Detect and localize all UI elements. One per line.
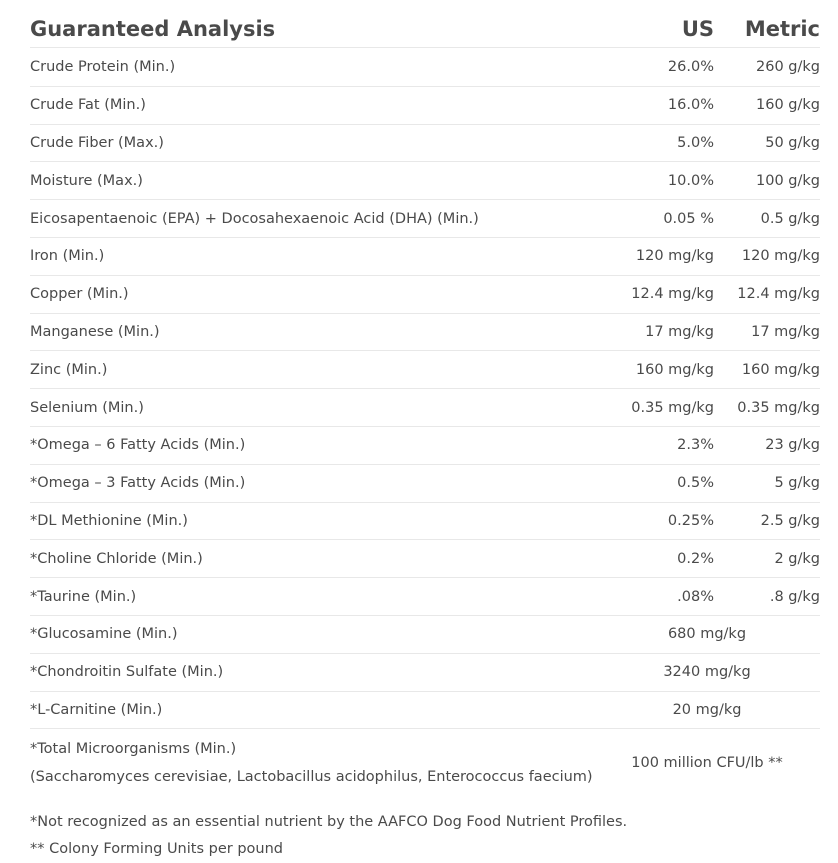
metric-column-header: Metric	[744, 16, 820, 41]
table-row	[30, 87, 820, 125]
table-title: Guaranteed Analysis	[30, 16, 276, 41]
us-value: 0.25%	[667, 512, 714, 529]
nutrient-name: Manganese (Min.)	[30, 323, 160, 340]
metric-value: 23 g/kg	[765, 437, 820, 454]
microorganisms-title: *Total Microorganisms (Min.)	[30, 741, 237, 758]
us-value: 16.0%	[667, 97, 714, 114]
nutrient-name: Crude Protein (Min.)	[30, 59, 176, 76]
us-value: 0.05 %	[663, 210, 714, 227]
metric-value: 160 g/kg	[756, 97, 820, 114]
table-row	[30, 351, 820, 389]
metric-value: .8 g/kg	[769, 588, 820, 605]
us-value: 160 mg/kg	[635, 361, 714, 378]
nutrient-name: *L-Carnitine (Min.)	[30, 701, 163, 718]
table-row	[30, 503, 820, 541]
metric-value: 260 g/kg	[756, 59, 820, 76]
us-value: 12.4 mg/kg	[631, 286, 714, 303]
us-value: .08%	[677, 588, 714, 605]
analysis-table	[30, 49, 820, 797]
footnotes	[30, 809, 627, 863]
microorganisms-strains: (Saccharomyces cerevisiae, Lactobacillus acidophilus, Enterococcus faecium)	[30, 769, 593, 786]
metric-value: 2 g/kg	[774, 550, 820, 567]
nutrient-name: *Taurine (Min.)	[30, 588, 137, 605]
table-row	[30, 654, 820, 692]
us-value: 0.2%	[677, 550, 714, 567]
nutrient-name: Moisture (Max.)	[30, 172, 143, 189]
nutrient-name: *Omega – 6 Fatty Acids (Min.)	[30, 437, 246, 454]
us-value: 17 mg/kg	[645, 323, 714, 340]
nutrient-name: *Chondroitin Sulfate (Min.)	[30, 664, 224, 681]
metric-value: 160 mg/kg	[741, 361, 820, 378]
table-row	[30, 540, 820, 578]
table-row	[30, 692, 820, 730]
table-row	[30, 616, 820, 654]
nutrient-name: *DL Methionine (Min.)	[30, 512, 188, 529]
metric-value: 2.5 g/kg	[760, 512, 820, 529]
table-header	[30, 10, 820, 48]
nutrient-name: *Omega – 3 Fatty Acids (Min.)	[30, 475, 246, 492]
us-value: 5.0%	[677, 134, 714, 151]
metric-value: 5 g/kg	[774, 475, 820, 492]
table-row	[30, 578, 820, 616]
nutrient-name: Zinc (Min.)	[30, 361, 108, 378]
us-value: 0.35 mg/kg	[631, 399, 714, 416]
table-row	[30, 389, 820, 427]
nutrient-name: *Choline Chloride (Min.)	[30, 550, 203, 567]
combined-value: 3240 mg/kg	[663, 664, 751, 681]
table-row	[30, 238, 820, 276]
table-row	[30, 276, 820, 314]
metric-value: 120 mg/kg	[741, 248, 820, 265]
metric-value: 50 g/kg	[765, 134, 820, 151]
table-row	[30, 162, 820, 200]
us-value: 10.0%	[667, 172, 714, 189]
nutrient-name: Selenium (Min.)	[30, 399, 144, 416]
footnote-aafco: *Not recognized as an essential nutrient by the AAFCO Dog Food Nutrient Profiles.	[30, 814, 628, 830]
us-value: 0.5%	[677, 475, 714, 492]
table-row	[30, 49, 820, 87]
nutrient-name: Crude Fat (Min.)	[30, 97, 146, 114]
table-row-microorganisms	[30, 729, 820, 797]
table-row	[30, 125, 820, 163]
table-row	[30, 465, 820, 503]
nutrient-name: Iron (Min.)	[30, 248, 105, 265]
us-value: 120 mg/kg	[635, 248, 714, 265]
us-column-header: US	[681, 16, 714, 41]
nutrient-name: Copper (Min.)	[30, 286, 129, 303]
combined-value: 20 mg/kg	[672, 701, 742, 718]
metric-value: 100 g/kg	[756, 172, 820, 189]
nutrient-name	[30, 735, 594, 791]
nutrient-name: *Glucosamine (Min.)	[30, 626, 178, 643]
metric-value: 12.4 mg/kg	[737, 286, 820, 303]
table-row	[30, 314, 820, 352]
table-row	[30, 427, 820, 465]
nutrient-name: Eicosapentaenoic (EPA) + Docosahexaenoic Acid (DHA) (Min.)	[30, 210, 479, 227]
nutrient-name: Crude Fiber (Max.)	[30, 134, 164, 151]
us-value: 26.0%	[667, 59, 714, 76]
metric-value: 17 mg/kg	[751, 323, 820, 340]
combined-value: 100 million CFU/lb **	[631, 755, 783, 772]
combined-value: 680 mg/kg	[667, 626, 747, 643]
footnote-cfu: ** Colony Forming Units per pound	[30, 841, 283, 857]
metric-value: 0.35 mg/kg	[737, 399, 820, 416]
us-value: 2.3%	[677, 437, 714, 454]
metric-value: 0.5 g/kg	[760, 210, 820, 227]
table-row	[30, 200, 820, 238]
